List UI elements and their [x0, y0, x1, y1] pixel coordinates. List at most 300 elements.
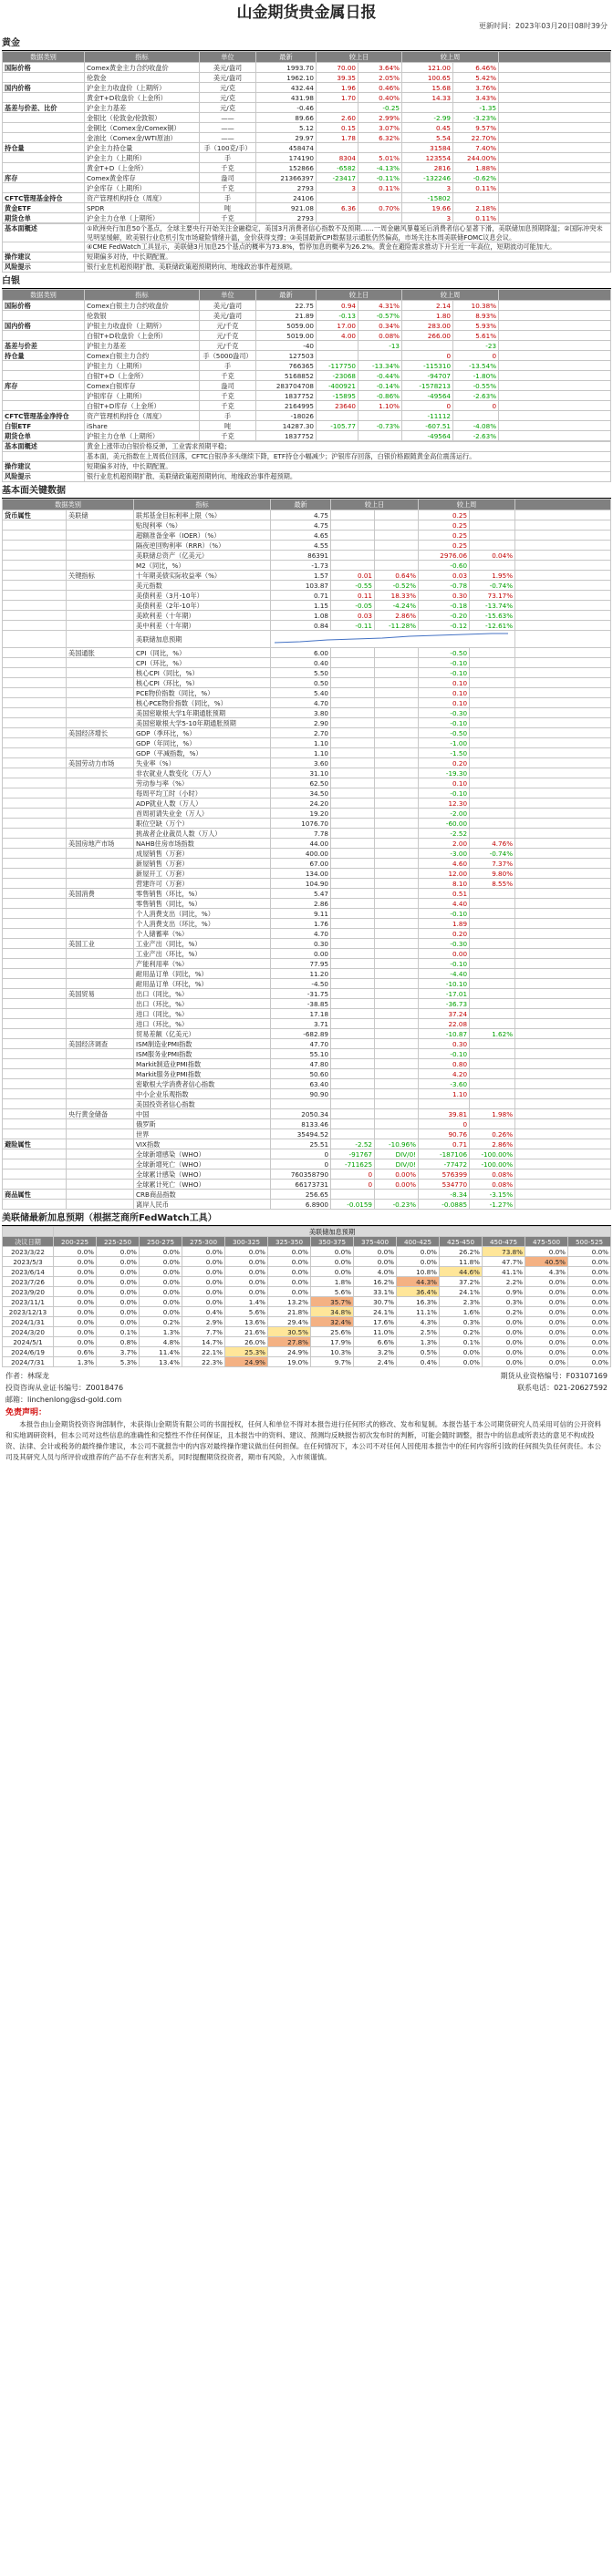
- gold-row: [3, 113, 611, 123]
- day-change-cell: [331, 899, 375, 909]
- latest-cell: 1.10: [271, 738, 331, 748]
- fw-prob-cell: 26.0%: [225, 1337, 268, 1347]
- note-text: ①欧洲央行加息50个基点，全球主要央行开始关注金融稳定，美国3月消费者信心指数不及预期……一周金融风暴蔓延后消费者信心显著下滑，美联储加息预期降温；②国际冲突未见明显缓解，欧美银行业危机引发市场避险情绪升温，金价获得支撑；③美国最新CPI数据显示通胀仍然偏高，市场关注本周美联储FOMC议息会议。: [85, 224, 611, 242]
- silver-row: [3, 301, 611, 311]
- category-cell: 国际价格: [3, 301, 85, 311]
- week-pct-cell: -2.63%: [453, 431, 499, 441]
- latest-cell: 62.50: [271, 778, 331, 788]
- latest-cell: 174190: [256, 153, 317, 163]
- fw-prob-cell: 47.7%: [483, 1257, 525, 1267]
- gold-row: [3, 143, 611, 153]
- subgroup-cell: [67, 768, 134, 778]
- day-change-cell: -0.13: [317, 311, 358, 321]
- day-change-cell: [331, 809, 375, 819]
- group-cell: [3, 839, 67, 849]
- spacer-cell: [499, 173, 611, 183]
- fw-prob-cell: 0.0%: [140, 1267, 182, 1277]
- latest-cell: -0.46: [256, 103, 317, 113]
- macro-row: [3, 949, 611, 959]
- indicator-cell: 个人消费支出（同比，%）: [134, 909, 271, 919]
- week-change-cell: -0.10: [419, 668, 470, 678]
- spacer-cell: [515, 979, 611, 989]
- fw-prob-cell: 0.0%: [311, 1247, 354, 1257]
- spacer-cell: [499, 351, 611, 361]
- spacer-cell: [515, 561, 611, 571]
- day-change-cell: [331, 849, 375, 859]
- spacer-cell: [515, 1139, 611, 1149]
- day-pct-cell: [375, 768, 419, 778]
- indicator-cell: 俄罗斯: [134, 1119, 271, 1129]
- col-spacer: [515, 500, 611, 510]
- week-change-cell: -11112: [402, 411, 453, 421]
- week-change-cell: -36.73: [419, 999, 470, 1009]
- day-change-cell: [317, 193, 358, 203]
- fw-prob-cell: 0.9%: [483, 1287, 525, 1297]
- fw-prob-cell: 5.6%: [225, 1307, 268, 1317]
- fw-prob-cell: 0.0%: [354, 1257, 397, 1267]
- subgroup-cell: [67, 1200, 134, 1210]
- day-change-cell: [317, 431, 358, 441]
- subgroup-cell: [67, 799, 134, 809]
- macro-row: [3, 1139, 611, 1149]
- col-latest: 最新: [256, 52, 317, 63]
- week-pct-cell: [453, 411, 499, 421]
- latest-cell: -1.73: [271, 561, 331, 571]
- sparkline-svg: [273, 631, 510, 645]
- latest-cell: 50.60: [271, 1069, 331, 1079]
- subgroup-cell: [67, 999, 134, 1009]
- macro-row: [3, 1039, 611, 1049]
- subgroup-cell: 美国经济调查: [67, 1039, 134, 1049]
- subgroup-cell: [67, 541, 134, 551]
- spacer-cell: [515, 929, 611, 939]
- spacer-cell: [515, 1059, 611, 1069]
- week-change-cell: -0.78: [419, 581, 470, 591]
- indicator-cell: 白银T+D收盘价（上金所）: [85, 331, 200, 341]
- indicator-cell: Comex黄金主力合约收盘价: [85, 63, 200, 73]
- day-pct-cell: [375, 520, 419, 531]
- week-pct-cell: -0.62%: [453, 173, 499, 183]
- week-pct-cell: 0.08%: [470, 1180, 515, 1190]
- category-cell: 国内价格: [3, 83, 85, 93]
- col-indicator: 指标: [134, 500, 271, 510]
- day-pct-cell: [375, 939, 419, 949]
- category-cell: [3, 153, 85, 163]
- indicator-cell: 白银T+D（上金所）: [85, 371, 200, 381]
- day-pct-cell: [375, 1049, 419, 1059]
- week-pct-cell: 244.00%: [453, 153, 499, 163]
- week-pct-cell: [470, 688, 515, 698]
- spacer-cell: [515, 591, 611, 601]
- fw-prob-cell: 1.8%: [311, 1277, 354, 1287]
- latest-cell: 34.50: [271, 788, 331, 799]
- day-change-cell: [331, 738, 375, 748]
- silver-row: [3, 321, 611, 331]
- fw-prob-cell: 0.0%: [568, 1247, 611, 1257]
- fw-prob-cell: 41.1%: [483, 1267, 525, 1277]
- latest-cell: 4.65: [271, 531, 331, 541]
- indicator-cell: 挑战者企业裁员人数（万人）: [134, 829, 271, 839]
- day-change-cell: -0.55: [331, 581, 375, 591]
- latest-cell: 44.00: [271, 839, 331, 849]
- week-pct-cell: 5.61%: [453, 331, 499, 341]
- week-change-cell: [419, 1099, 470, 1109]
- day-pct-cell: 0.70%: [358, 203, 402, 213]
- day-pct-cell: -10.96%: [375, 1139, 419, 1149]
- week-pct-cell: [470, 799, 515, 809]
- fw-prob-cell: 0.2%: [483, 1307, 525, 1317]
- note-text: ④CME FedWatch工具显示，美联储3月加息25个基点的概率为73.8%，暂停加息的概率为26.2%。黄金在避险需求推动下升至近一年高位，短期波动可能加大。: [85, 242, 611, 252]
- group-cell: [3, 899, 67, 909]
- group-cell: [3, 1079, 67, 1089]
- week-change-cell: [402, 103, 453, 113]
- spacer-cell: [499, 93, 611, 103]
- spacer-cell: [515, 708, 611, 718]
- week-change-cell: 266.00: [402, 331, 453, 341]
- week-pct-cell: 1.62%: [470, 1029, 515, 1039]
- week-pct-cell: -3.23%: [453, 113, 499, 123]
- silver-section-title: 白银: [2, 274, 611, 289]
- latest-cell: 1837752: [256, 391, 317, 401]
- subgroup-cell: [67, 698, 134, 708]
- day-change-cell: -117750: [317, 361, 358, 371]
- macro-row: [3, 929, 611, 939]
- fw-prob-cell: 0.0%: [483, 1337, 525, 1347]
- category-cell: [3, 183, 85, 193]
- fw-blank: [3, 1227, 54, 1237]
- indicator-cell: 中国: [134, 1109, 271, 1119]
- indicator-cell: GDP（季环比，%）: [134, 728, 271, 738]
- week-change-cell: [402, 341, 453, 351]
- week-change-cell: -2.00: [419, 809, 470, 819]
- week-change-cell: 12.00: [419, 869, 470, 879]
- day-pct-cell: 0.11%: [358, 183, 402, 193]
- week-change-cell: 534770: [419, 1180, 470, 1190]
- day-change-cell: [331, 541, 375, 551]
- week-change-cell: 1.89: [419, 919, 470, 929]
- week-pct-cell: [470, 1119, 515, 1129]
- spacer-cell: [499, 213, 611, 223]
- macro-row: [3, 819, 611, 829]
- indicator-cell: M2（同比，%）: [134, 561, 271, 571]
- group-cell: [3, 959, 67, 969]
- unit-cell: 元/克: [200, 83, 256, 93]
- spacer-cell: [499, 193, 611, 203]
- silver-note-row: [3, 442, 611, 452]
- fw-prob-cell: 0.0%: [568, 1357, 611, 1367]
- week-pct-cell: [470, 1079, 515, 1089]
- week-pct-cell: [470, 819, 515, 829]
- macro-row: [3, 678, 611, 688]
- fw-date-cell: 2024/7/31: [3, 1357, 54, 1367]
- day-pct-cell: -13.34%: [358, 361, 402, 371]
- day-pct-cell: [358, 411, 402, 421]
- day-pct-cell: [375, 899, 419, 909]
- unit-cell: 手（5000盎司）: [200, 351, 256, 361]
- day-change-cell: [331, 799, 375, 809]
- week-pct-cell: -2.63%: [453, 391, 499, 401]
- week-pct-cell: [470, 698, 515, 708]
- subgroup-cell: 美联储: [67, 510, 134, 520]
- week-pct-cell: [470, 788, 515, 799]
- category-cell: [3, 361, 85, 371]
- indicator-cell: SPDR: [85, 203, 200, 213]
- group-cell: [3, 1149, 67, 1159]
- week-pct-cell: -0.55%: [453, 381, 499, 391]
- week-change-cell: -3.00: [419, 849, 470, 859]
- week-pct-cell: 73.17%: [470, 591, 515, 601]
- spacer-cell: [515, 809, 611, 819]
- subgroup-cell: [67, 1190, 134, 1200]
- indicator-cell: 营建许可（万套）: [134, 879, 271, 889]
- fw-prob-cell: 0.0%: [525, 1347, 568, 1357]
- spacer-cell: [515, 829, 611, 839]
- fw-prob-cell: 0.8%: [97, 1337, 140, 1347]
- week-change-cell: -94707: [402, 371, 453, 381]
- group-cell: [3, 1180, 67, 1190]
- week-pct-cell: [470, 979, 515, 989]
- fw-prob-cell: 16.3%: [397, 1297, 440, 1307]
- day-pct-cell: 0.34%: [358, 321, 402, 331]
- day-change-cell: [331, 1019, 375, 1029]
- fw-prob-cell: 0.0%: [568, 1297, 611, 1307]
- week-change-cell: -0.20: [419, 611, 470, 621]
- fw-prob-cell: 0.0%: [182, 1287, 225, 1297]
- subgroup-cell: [67, 1149, 134, 1159]
- spacer-cell: [515, 1029, 611, 1039]
- day-change-cell: [331, 718, 375, 728]
- macro-row: [3, 510, 611, 520]
- gold-note-row: [3, 252, 611, 263]
- subgroup-cell: [67, 601, 134, 611]
- gold-row: [3, 133, 611, 143]
- fw-prob-cell: 0.0%: [397, 1247, 440, 1257]
- silver-row: [3, 351, 611, 361]
- day-change-cell: [331, 668, 375, 678]
- fw-prob-cell: 73.8%: [483, 1247, 525, 1257]
- latest-cell: 1962.10: [256, 73, 317, 83]
- week-change-cell: -0.10: [419, 959, 470, 969]
- fw-prob-cell: 1.3%: [54, 1357, 97, 1367]
- note-text: 短期偏多对待，中长期配置。: [85, 252, 611, 263]
- latest-cell: 3.60: [271, 758, 331, 768]
- spacer-cell: [515, 799, 611, 809]
- day-pct-cell: [375, 869, 419, 879]
- indicator-cell: 沪金主力持仓量: [85, 143, 200, 153]
- day-pct-cell: [375, 1109, 419, 1119]
- spacer-cell: [499, 83, 611, 93]
- group-cell: [3, 1029, 67, 1039]
- fw-prob-cell: 3.7%: [97, 1347, 140, 1357]
- latest-cell: 31.10: [271, 768, 331, 778]
- macro-row: [3, 999, 611, 1009]
- fw-prob-cell: 10.3%: [311, 1347, 354, 1357]
- col-indicator: 指标: [85, 52, 200, 63]
- week-change-cell: 3: [402, 183, 453, 193]
- fedwatch-table: [2, 1226, 611, 1367]
- group-cell: [3, 668, 67, 678]
- week-change-cell: 0: [419, 1119, 470, 1129]
- indicator-cell: 工业产出（环比，%）: [134, 949, 271, 959]
- macro-header-row: [3, 500, 611, 510]
- fw-prob-cell: 30.7%: [354, 1297, 397, 1307]
- fw-prob-cell: 0.0%: [525, 1327, 568, 1337]
- group-cell: [3, 859, 67, 869]
- fw-prob-cell: 6.6%: [354, 1337, 397, 1347]
- fw-prob-cell: 0.0%: [268, 1267, 311, 1277]
- day-change-cell: [331, 1069, 375, 1079]
- gold-row: [3, 193, 611, 203]
- note-label: 风险提示: [3, 472, 85, 482]
- latest-cell: 4.70: [271, 929, 331, 939]
- day-pct-cell: [375, 778, 419, 788]
- category-cell: [3, 311, 85, 321]
- latest-cell: 256.65: [271, 1190, 331, 1200]
- category-cell: 白银ETF: [3, 421, 85, 431]
- spacer-cell: [499, 73, 611, 83]
- day-pct-cell: [375, 829, 419, 839]
- spacer-cell: [515, 919, 611, 929]
- spacer-cell: [515, 520, 611, 531]
- indicator-cell: 首周初请失业金（万人）: [134, 809, 271, 819]
- group-cell: [3, 631, 67, 648]
- subgroup-cell: [67, 809, 134, 819]
- fw-prob-cell: 0.0%: [525, 1297, 568, 1307]
- spacer-cell: [515, 1180, 611, 1190]
- group-cell: [3, 621, 67, 631]
- spacer-cell: [515, 1159, 611, 1170]
- subgroup-cell: [67, 919, 134, 929]
- spacer-cell: [515, 819, 611, 829]
- day-change-cell: [331, 1109, 375, 1119]
- day-pct-cell: [375, 919, 419, 929]
- day-pct-cell: [375, 698, 419, 708]
- fw-prob-cell: 0.0%: [568, 1307, 611, 1317]
- gold-row: [3, 203, 611, 213]
- week-pct-cell: [470, 1089, 515, 1099]
- category-cell: 库存: [3, 173, 85, 183]
- gold-row: [3, 153, 611, 163]
- indicator-cell: 个人消费支出（环比，%）: [134, 919, 271, 929]
- day-pct-cell: [375, 1099, 419, 1109]
- subgroup-cell: [67, 748, 134, 758]
- day-pct-cell: [358, 213, 402, 223]
- macro-row: [3, 919, 611, 929]
- latest-cell: 2164995: [256, 401, 317, 411]
- day-change-cell: 8304: [317, 153, 358, 163]
- fw-range-header: 400-425: [397, 1237, 440, 1247]
- week-change-cell: -4.40: [419, 969, 470, 979]
- latest-cell: 2050.34: [271, 1109, 331, 1119]
- unit-cell: 手: [200, 411, 256, 421]
- spacer-cell: [499, 133, 611, 143]
- fw-prob-cell: 1.3%: [397, 1337, 440, 1347]
- fw-range-header: 325-350: [268, 1237, 311, 1247]
- week-change-cell: 0.25: [419, 531, 470, 541]
- unit-cell: 千克: [200, 213, 256, 223]
- week-change-cell: -0.18: [419, 601, 470, 611]
- week-pct-cell: 8.55%: [470, 879, 515, 889]
- unit-cell: 元/克: [200, 93, 256, 103]
- latest-cell: 432.44: [256, 83, 317, 93]
- week-pct-cell: [470, 531, 515, 541]
- day-change-cell: [331, 510, 375, 520]
- week-change-cell: -0.30: [419, 939, 470, 949]
- week-pct-cell: 0.04%: [470, 551, 515, 561]
- fw-range-header: 300-325: [225, 1237, 268, 1247]
- category-cell: 持仓量: [3, 143, 85, 153]
- day-pct-cell: 0.00%: [375, 1170, 419, 1180]
- fw-prob-cell: 0.0%: [140, 1307, 182, 1317]
- week-change-cell: -607.51: [402, 421, 453, 431]
- fw-prob-cell: 5.3%: [97, 1357, 140, 1367]
- subgroup-cell: [67, 520, 134, 531]
- latest-cell: 458474: [256, 143, 317, 153]
- fw-date-cell: 2024/5/1: [3, 1337, 54, 1347]
- day-change-cell: [331, 788, 375, 799]
- group-cell: [3, 979, 67, 989]
- indicator-cell: CPI（同比，%）: [134, 648, 271, 658]
- indicator-cell: 非农就业人数变化（万人）: [134, 768, 271, 778]
- day-change-cell: 1.70: [317, 93, 358, 103]
- fw-prob-cell: 4.8%: [140, 1337, 182, 1347]
- group-cell: [3, 799, 67, 809]
- day-pct-cell: 2.86%: [375, 611, 419, 621]
- day-change-cell: [331, 648, 375, 658]
- macro-row: [3, 1170, 611, 1180]
- latest-cell: 4.75: [271, 520, 331, 531]
- note-text: 银行业危机超预期扩散、美联储政策超预期转向、地缘政治事件超预期。: [85, 263, 611, 273]
- silver-row: [3, 411, 611, 421]
- day-change-cell: [331, 1039, 375, 1049]
- note-label: 操作建议: [3, 462, 85, 472]
- latest-cell: 2.90: [271, 718, 331, 728]
- fw-prob-cell: 3.2%: [354, 1347, 397, 1357]
- indicator-cell: PCE物价指数（同比，%）: [134, 688, 271, 698]
- latest-cell: 5.50: [271, 668, 331, 678]
- spacer-cell: [515, 758, 611, 768]
- category-cell: CFTC管理基金净持仓: [3, 411, 85, 421]
- fw-prob-cell: 2.9%: [182, 1317, 225, 1327]
- week-pct-cell: [470, 510, 515, 520]
- category-cell: 期货仓单: [3, 431, 85, 441]
- group-cell: [3, 541, 67, 551]
- week-change-cell: 4.60: [419, 859, 470, 869]
- unit-cell: 元/克: [200, 103, 256, 113]
- day-pct-cell: [375, 1069, 419, 1079]
- fw-prob-cell: 24.9%: [225, 1357, 268, 1367]
- group-cell: [3, 819, 67, 829]
- group-cell: [3, 768, 67, 778]
- indicator-cell: 出口（同比，%）: [134, 989, 271, 999]
- macro-row: [3, 979, 611, 989]
- contact-email[interactable]: 邮箱：linchenlong@sd-gold.com: [5, 1396, 122, 1405]
- indicator-cell: 沪银库存（上期所）: [85, 391, 200, 401]
- spacer-cell: [515, 969, 611, 979]
- fw-prob-cell: 22.3%: [182, 1357, 225, 1367]
- week-change-cell: 2976.06: [419, 551, 470, 561]
- day-change-cell: [331, 939, 375, 949]
- fw-prob-cell: 0.0%: [225, 1247, 268, 1257]
- fw-prob-cell: 0.0%: [140, 1247, 182, 1257]
- unit-cell: 盎司: [200, 381, 256, 391]
- indicator-cell: 沪银主力收盘价（上期所）: [85, 321, 200, 331]
- indicator-cell: 中小企业乐观指数: [134, 1089, 271, 1099]
- indicator-cell: iShare: [85, 421, 200, 431]
- fw-prob-cell: 0.0%: [54, 1307, 97, 1317]
- week-pct-cell: 7.37%: [470, 859, 515, 869]
- day-pct-cell: [375, 1079, 419, 1089]
